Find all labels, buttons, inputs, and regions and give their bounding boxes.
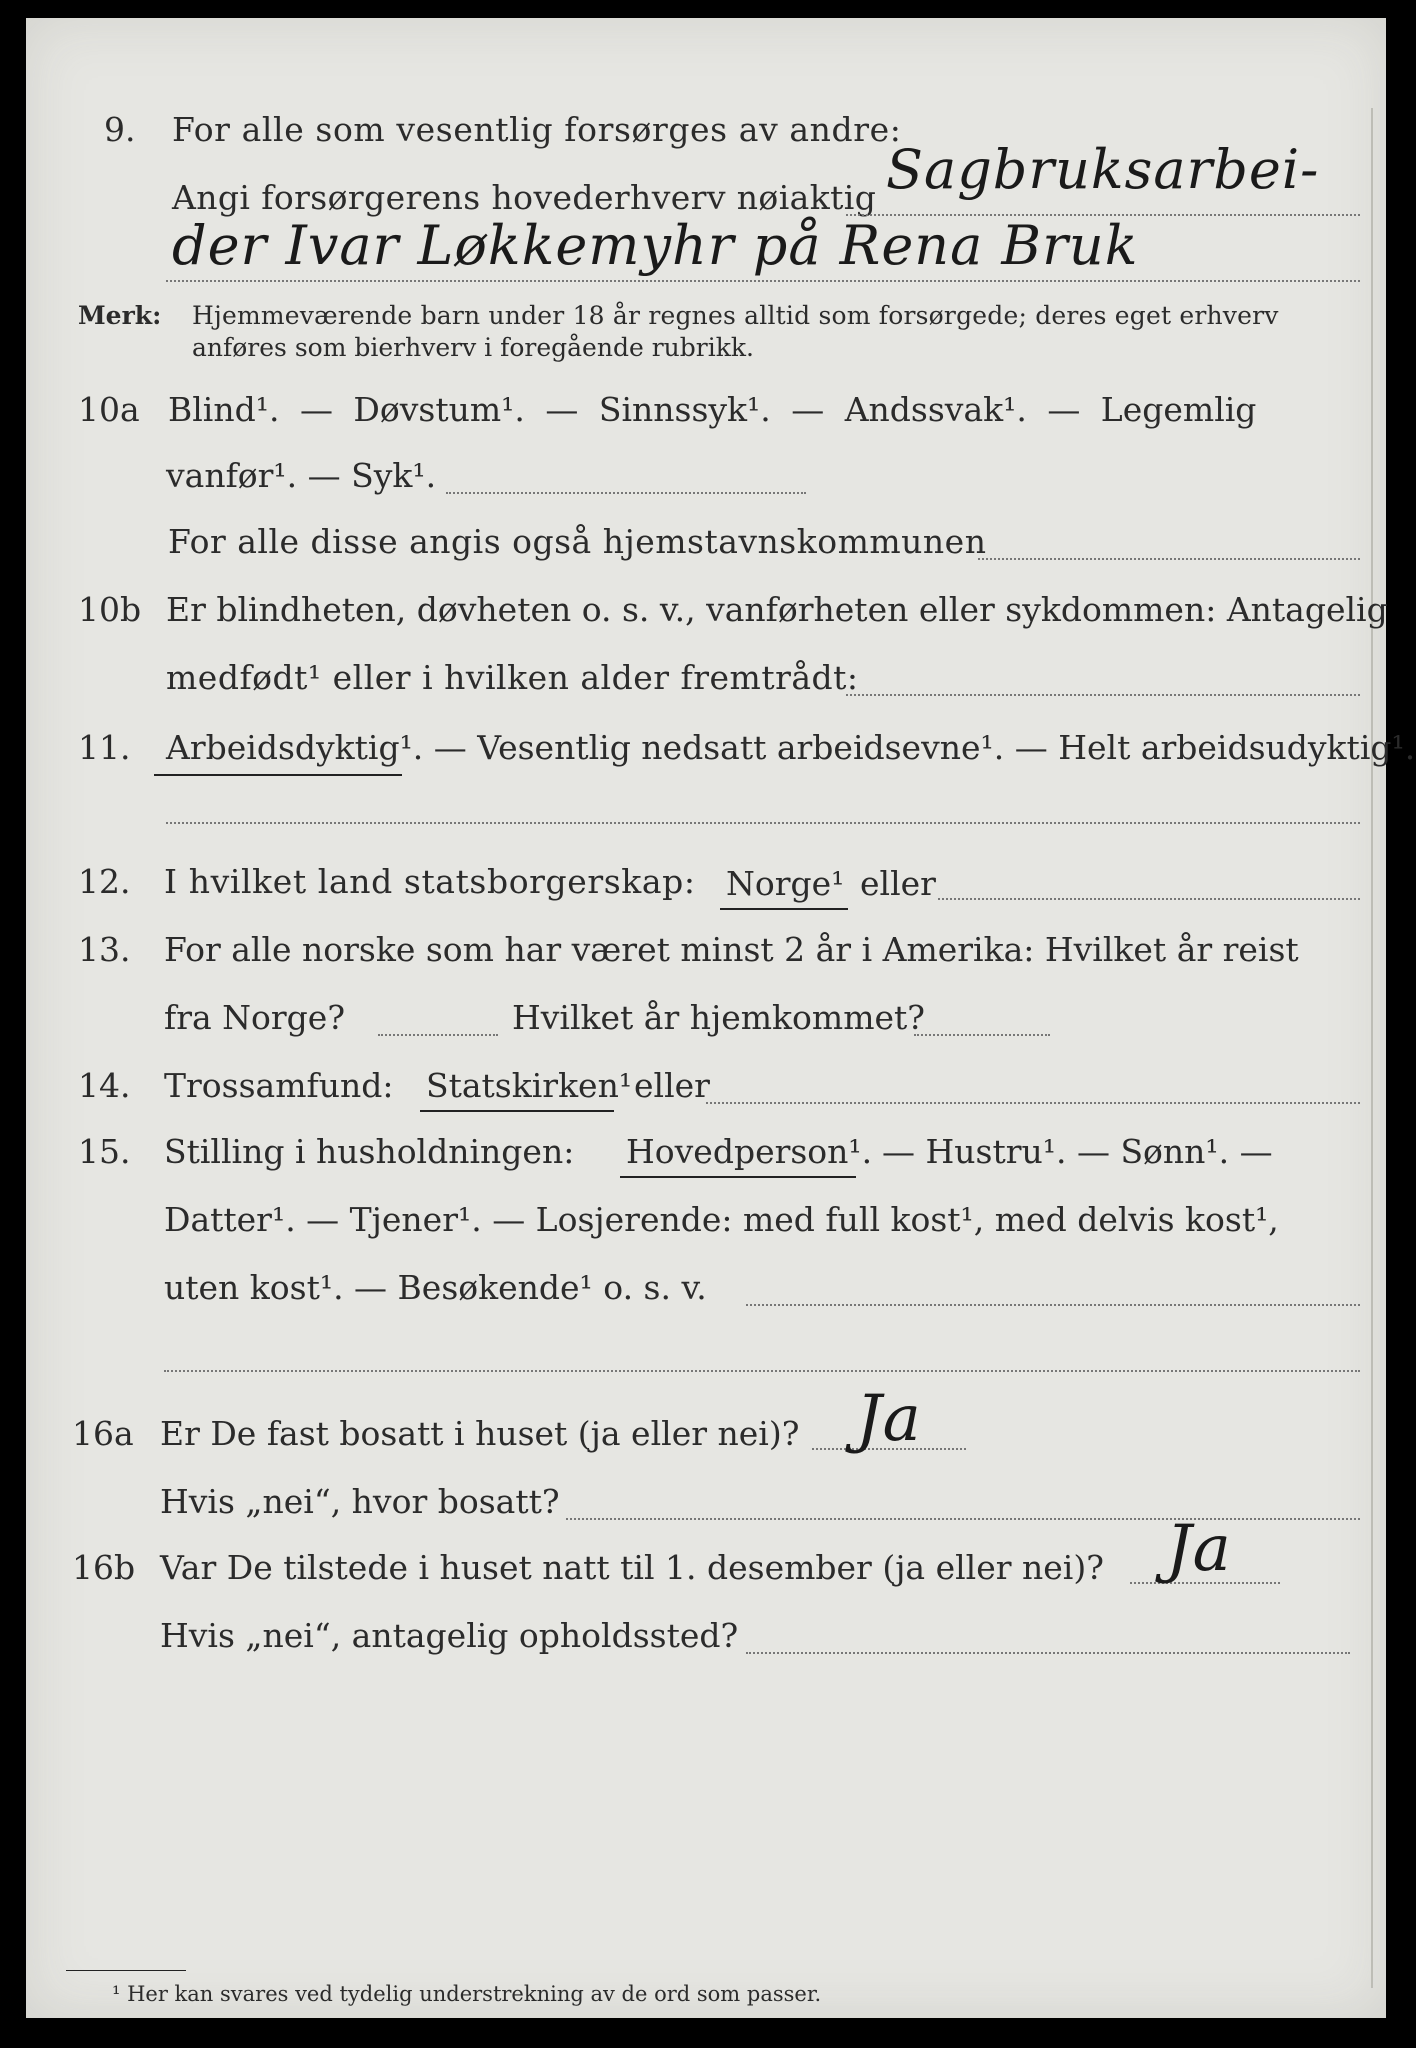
q14-answer-line [706,1102,1360,1104]
footnote-rule [66,1970,186,1971]
q12-eller: eller [860,864,936,903]
q9-number: 9. [104,110,136,149]
merk-line1: Hjemmeværende barn under 18 år regnes alltid som forsørgede; deres eget erhverv [192,301,1279,330]
q12-label: I hvilket land statsborgerskap: [164,862,696,901]
q15-rest1: — Hustru¹. — Sønn¹. — [882,1132,1273,1171]
q14-statskirken: Statskirken¹ [426,1066,633,1105]
q14-label: Trossamfund: [164,1066,394,1105]
q10b-line2: medfødt¹ eller i hvilken alder fremtrådt: [166,658,859,697]
q13-hjemkommet: Hvilket år hjemkommet? [512,998,925,1037]
q16b-number: 16b [72,1548,136,1587]
q16a-line1: Er De fast bosatt i huset (ja eller nei)? [160,1414,800,1453]
q14-underline-statskirken [420,1110,614,1112]
q16a-line2: Hvis „nei“, hvor bosatt? [160,1482,560,1521]
q13-line1: For alle norske som har været minst 2 år i Amerika: Hvilket år reist [164,930,1299,969]
q9-line1: For alle som vesentlig forsørges av andre: [172,110,902,149]
q10b-number: 10b [78,590,142,629]
q9-handwritten-answer-1: Sagbruksarbei- [886,138,1320,201]
q12-underline-norge [720,908,848,910]
q15-underline-hovedperson [620,1176,856,1178]
q15-hovedperson: Hovedperson¹. [626,1132,873,1171]
merk-label: Merk: [78,301,162,330]
q16b-opholdssted-line [746,1652,1350,1654]
q10a-line2: vanfør¹. — Syk¹. [166,456,437,495]
q15-line2: Datter¹. — Tjener¹. — Losjerende: med full kost¹, med delvis kost¹, [164,1200,1279,1239]
q10a-number: 10a [78,390,140,429]
q13-reist-line [378,1034,498,1036]
footnote: ¹ Her kan svares ved tydelig understrekning av de ord som passer. [112,1982,822,2006]
q13-fra-norge: fra Norge? [164,998,346,1037]
q12-number: 12. [78,862,131,901]
page-fold [1371,108,1373,1988]
q10a-line3: For alle disse angis også hjemstavnskommunen [168,522,987,561]
q11-number: 11. [78,728,131,767]
q13-hjemkommet-line [914,1034,1050,1036]
q11-extra-line [166,822,1360,824]
q10a-line1: Blind¹. — Døvstum¹. — Sinnssyk¹. — Andssvak¹. — Legemlig [168,390,1257,429]
q16a-number: 16a [72,1414,134,1453]
q12-answer-line [938,898,1360,900]
q15-line3: uten kost¹. — Besøkende¹ o. s. v. [164,1268,707,1307]
q11-underline-arbeidsdyktig [154,774,402,776]
q13-number: 13. [78,930,131,969]
q16b-handwritten-answer: Ja [1166,1512,1232,1586]
q9-answer-line-2 [166,280,1360,282]
q16b-line2: Hvis „nei“, antagelig opholdssted? [160,1616,739,1655]
q10b-line1: Er blindheten, døvheten o. s. v., vanførheten eller sykdommen: Antagelig [166,590,1388,629]
q15-number: 15. [78,1132,131,1171]
q14-number: 14. [78,1066,131,1105]
q15-label: Stilling i husholdningen: [164,1132,575,1171]
q11-line1: Arbeidsdyktig¹. — Vesentlig nedsatt arbeidsevne¹. — Helt arbeidsudyktig¹. [166,728,1416,767]
q16b-line1: Var De tilstede i huset natt til 1. desember (ja eller nei)? [160,1548,1104,1587]
q16a-handwritten-answer: Ja [856,1382,922,1456]
q16a-bosatt-line [566,1518,1360,1520]
q10b-answer-line [846,694,1360,696]
q14-eller: eller [634,1066,710,1105]
merk-line2: anføres som bierhverv i foregående rubrikk. [192,333,754,362]
q10a-syk-line [446,492,806,494]
census-form-page [26,18,1416,2018]
q15-answer-line [746,1304,1360,1306]
q10a-hjemstavn-line [978,558,1360,560]
q9-line2: Angi forsørgerens hovederhverv nøiaktig [172,178,877,217]
q12-norge: Norge¹ [726,864,845,903]
q9-handwritten-answer-2: der Ivar Løkkemyhr på Rena Bruk [172,214,1139,277]
q15-extra-line [164,1370,1360,1372]
